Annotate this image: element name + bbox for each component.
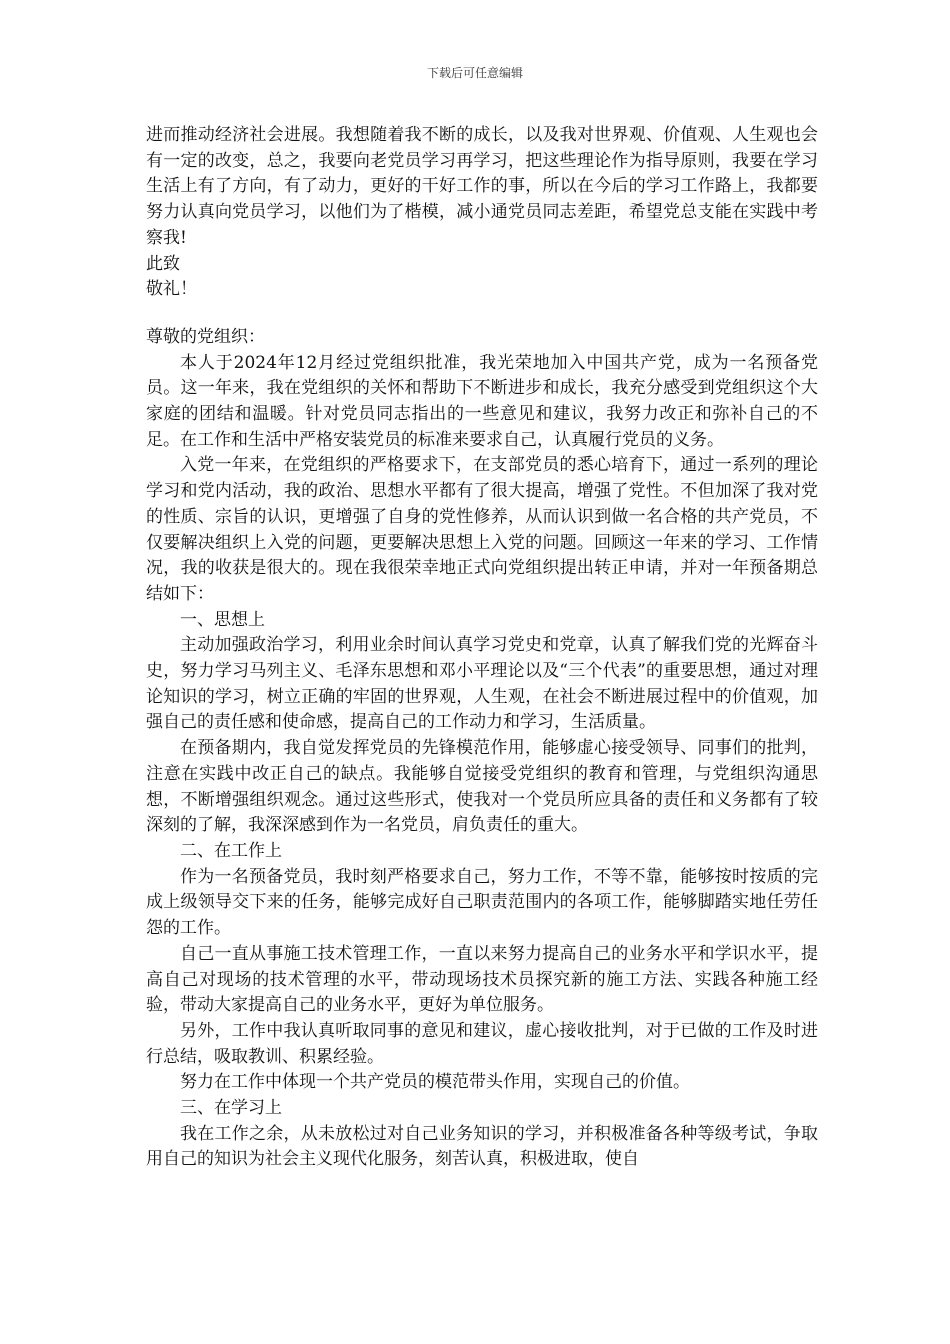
paragraph-7: 另外，工作中我认真听取同事的意见和建议，虚心接收批判，对于已做的工作及时进行总结，吸取教训、积累经验。 <box>146 1020 818 1067</box>
paragraph-2: 入党一年来，在党组织的严格要求下，在支部党员的悉心培育下，通过一系列的理论学习和党内活动，我的政治、思想水平都有了很大提高，增强了党性。不但加深了我对党的性质、宗旨的认识，更增强了自身的党性修养，从而认识到做一名合格的共产党员，不仅要解决组织上入党的问题，更要解决思想上入党的问题。回顾这一年来的学习、工作情况，我的收获是很大的。现在我很荣幸地正式向党组织提出转正申请，并对一年预备期总结如下： <box>146 455 818 604</box>
closing-line-1: 此致 <box>146 253 180 274</box>
salutation: 尊敬的党组织： <box>146 326 265 347</box>
page-header: 下载后可任意编辑 <box>426 66 523 80</box>
heading-study: 三、在学习上 <box>180 1098 282 1119</box>
closing-paragraph: 进而推动经济社会进展。我想随着我不断的成长，以及我对世界观、价值观、人生观也会有一定的改变，总之，我要向老党员学习再学习，把这些理论作为指导原则，我要在学习生活上有了方向，有了动力，更好的干好工作的事，所以在今后的学习工作路上，我都要努力认真向党员学习，以他们为了楷模，减小通党员同志差距，希望党总支能在实践中考察我! <box>146 125 818 248</box>
paragraph-4: 在预备期内，我自觉发挥党员的先锋模范作用，能够虚心接受领导、同事们的批判，注意在实践中改正自己的缺点。我能够自觉接受党组织的教育和管理，与党组织沟通思想，不断增强组织观念。通过这些形式，使我对一个党员所应具备的责任和义务都有了较深刻的了解，我深深感到作为一名党员，肩负责任的重大。 <box>146 738 818 836</box>
paragraph-3: 主动加强政治学习，利用业余时间认真学习党史和党章，认真了解我们党的光辉奋斗史，努力学习马列主义、毛泽东思想和邓小平理论以及“三个代表”的重要思想，通过对理论知识的学习，树立正确的牢固的世界观，人生观，在社会不断进展过程中的价值观，加强自己的责任感和使命感，提高自己的工作动力和学习，生活质量。 <box>146 635 818 733</box>
paragraph-9: 我在工作之余，从未放松过对自己业务知识的学习，并积极准备各种等级考试，争取用自己的知识为社会主义现代化服务，刻苦认真，积极进取，使自 <box>146 1123 818 1170</box>
paragraph-8: 努力在工作中体现一个共产党员的模范带头作用，实现自己的价值。 <box>180 1072 690 1093</box>
heading-thought: 一、思想上 <box>180 609 265 630</box>
document-body <box>146 123 818 1173</box>
heading-work: 二、在工作上 <box>180 840 282 861</box>
section-gap <box>146 303 818 325</box>
paragraph-6: 自己一直从事施工技术管理工作，一直以来努力提高自己的业务水平和学识水平，提高自己对现场的技术管理的水平，带动现场技术员探究新的施工方法、实践各种施工经验，带动大家提高自己的业务水平，更好为单位服务。 <box>146 943 818 1016</box>
closing-line-2: 敬礼！ <box>146 279 197 300</box>
paragraph-1: 本人于2024年12月经过党组织批准，我光荣地加入中国共产党，成为一名预备党员。这一年来，我在党组织的关怀和帮助下不断进步和成长，我充分感受到党组织这个大家庭的团结和温暖。针对党员同志指出的一些意见和建议，我努力改正和弥补自己的不足。在工作和生活中严格安装党员的标准来要求自己，认真履行党员的义务。 <box>146 352 818 450</box>
paragraph-5: 作为一名预备党员，我时刻严格要求自己，努力工作，不等不靠，能够按时按质的完成上级领导交下来的任务，能够完成好自己职责范围内的各项工作，能够脚踏实地任劳任怨的工作。 <box>146 866 818 939</box>
